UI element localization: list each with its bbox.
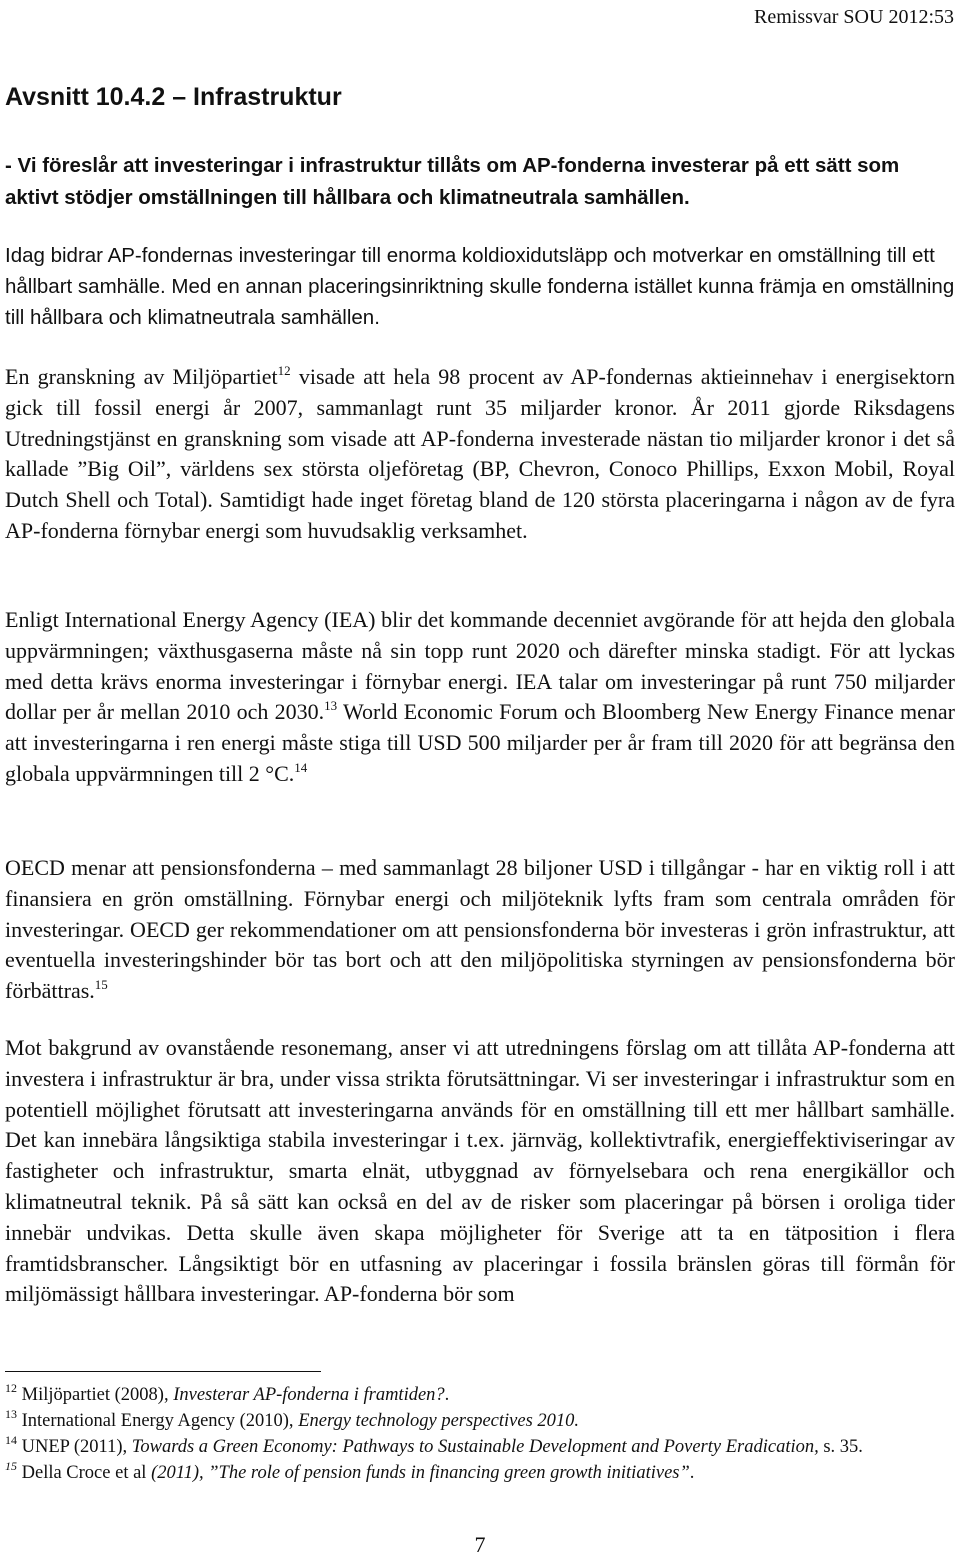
footnote-ref-13[interactable]: 13 (324, 698, 338, 714)
footnote-12 (5, 1382, 955, 1408)
footnote-source: Miljöpartiet (2008), (21, 1385, 174, 1405)
footnote-ref-12[interactable]: 12 (277, 363, 291, 378)
intro-paragraph: Idag bidrar AP-fondernas investeringar till enorma koldioxidutsläpp och motverkar en omställning till ett hållbart samhälle. Med en annan placeringsinriktning skulle fonderna istället kunna främja en omställning till hållbara och klimatneutrala samhällen. (5, 244, 955, 329)
footnote-number: 15 (5, 1459, 17, 1473)
footnote-number: 14 (5, 1433, 17, 1447)
footnote-13 (5, 1408, 955, 1434)
section-heading: Avsnitt 10.4.2 – Infrastruktur (5, 83, 342, 111)
footnote-number: 12 (5, 1381, 17, 1395)
proposal-summary: - Vi föreslår att investeringar i infrastruktur tillåts om AP-fonderna investerar på ett sätt som aktivt stödjer omställningen till hållbara och klimatneutrala samhällen. (5, 154, 900, 209)
paragraph-text: OECD menar att pensionsfonderna – med sammanlagt 28 biljoner USD i tillgångar - har en viktig roll i att finansiera en grön omställning. Förnybar energi och miljöteknik lyfts fram som centrala områden för investeringar. OECD ger rekommendationer om att pensionsfonderna bör investeras i grön infrastruktur, att eventuella investeringshinder bör tas bort och att den miljöpolitiska styrningen av pensionsfonderna bör förbättras. (5, 855, 955, 1004)
paragraph-text: En granskning av Miljöpartiet (5, 364, 278, 389)
footnote-suffix: . (689, 1463, 695, 1483)
body-paragraph-1 (5, 362, 955, 547)
paragraph-text: World Economic Forum och Bloomberg New Energy Finance menar att investeringarna i ren energi måste stiga till USD 500 miljarder per år fram till 2020 för att begränsa den globala uppvärmningen till 2 °C. (5, 699, 955, 786)
footnote-title: (2011), ”The role of pension funds in financing green growth initiatives” (151, 1463, 690, 1483)
body-paragraph-2 (5, 605, 955, 790)
body-paragraph-4: Mot bakgrund av ovanstående resonemang, anser vi att utredningens förslag om att tillåta AP-fonderna att investera i infrastruktur är bra, under vissa strikta förutsättningar. Vi ser investeringar i infrastruktur som en potentiell möjlighet förutsatt att investeringarna används för en omställning till ett mer hållbart samhälle. Det kan innebära långsiktiga stabila investeringar i t.ex. järnväg, kollektivtrafik, energieffektiviseringar av fastigheter och infrastruktur, smarta elnät, utbyggnad av förnyelsebara och rena energikällor och klimatneutral teknik. På så sätt kan också en del av de risker som placeringar på börsen i oroliga tider innebär undvikas. Detta skulle även skapa möjligheter för Sverige att ta en tätposition i flera framtidsbranscher. Långsiktigt bör en utfasning av placeringar i fossila bränslen göras till förmån för miljömässigt hållbara investeringar. AP-fonderna bör som (5, 1035, 955, 1307)
running-header: Remissvar SOU 2012:53 (754, 6, 954, 28)
footnote-14 (5, 1434, 955, 1460)
footnote-ref-14[interactable]: 14 (294, 759, 308, 775)
footnote-source: Della Croce et al (21, 1463, 152, 1483)
footnote-number: 13 (5, 1407, 17, 1421)
footnote-15 (5, 1460, 955, 1486)
paragraph-text: Enligt International Energy Agency (IEA) blir det kommande decenniet avgörande för att hejda den globala uppvärmningen; växthusgaserna måste nå sin topp runt 2020 och därefter minska stadigt. För att lyckas med detta krävs enorma investeringar i förnybar energi. IEA talar om investeringar på runt 750 miljarder dollar per år mellan 2010 och 2030. (5, 607, 955, 725)
footnote-source: International Energy Agency (2010), (21, 1411, 299, 1431)
footnote-title: Energy technology perspectives 2010. (298, 1411, 580, 1431)
footnote-suffix: s. 35. (818, 1437, 863, 1457)
paragraph-text: visade att hela 98 procent av AP-fondernas aktieinnehav i energisektorn gick till fossil energi år 2007, sammanlagt runt 35 miljarder kronor. År 2011 gjorde Riksdagens Utredningstjänst en granskning som visade att AP-fonderna investerade nästan tio miljarder kronor i det så kallade ”Big Oil”, världens sex största oljeföretag (BP, Chevron, Conoco Phillips, Exxon Mobil, Royal Dutch Shell och Total). Samtidigt hade inget företag bland de 120 största placeringarna i någon av de fyra AP-fonderna förnybar energi som huvudsaklig verksamhet. (5, 364, 956, 543)
body-paragraph-3 (5, 853, 955, 1007)
footnote-separator (5, 1371, 321, 1372)
footnotes (5, 1382, 955, 1486)
footnote-title: Towards a Green Economy: Pathways to Sustainable Development and Poverty Eradication, (131, 1437, 819, 1457)
footnote-source: UNEP (2011), (21, 1437, 132, 1457)
page-number: 7 (474, 1532, 486, 1557)
footnote-title: Investerar AP-fonderna i framtiden? (173, 1385, 445, 1405)
footnote-ref-15[interactable]: 15 (94, 977, 108, 993)
footnote-suffix: . (444, 1385, 450, 1405)
